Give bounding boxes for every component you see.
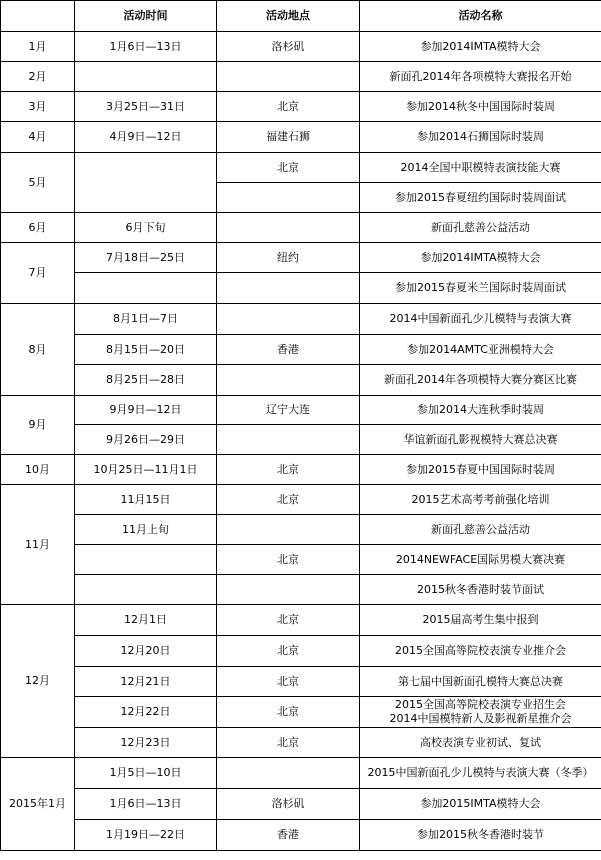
name-cell: 新面孔慈善公益活动 [360, 213, 601, 243]
time-cell: 9月9日—12日 [75, 396, 217, 425]
name-cell: 2015届高考生集中报到 [360, 605, 601, 636]
name-cell: 2014NEWFACE国际男模大赛决赛 [360, 545, 601, 575]
time-cell: 7月18日—25日 [75, 243, 217, 273]
time-cell: 4月9日—12日 [75, 122, 217, 153]
table-row [1, 605, 601, 636]
header-name: 活动名称 [360, 1, 601, 32]
table-row [1, 335, 601, 365]
place-cell: 辽宁大连 [217, 396, 360, 425]
header-month [1, 1, 75, 32]
month-cell: 11月 [1, 485, 75, 605]
month-cell: 2015年1月 [1, 758, 75, 851]
place-cell: 北京 [217, 545, 360, 575]
place-cell: 香港 [217, 335, 360, 365]
table-row [1, 396, 601, 425]
table-row [1, 425, 601, 455]
table-row [1, 728, 601, 758]
time-cell: 9月26日—29日 [75, 425, 217, 455]
table-row [1, 32, 601, 62]
place-cell: 香港 [217, 820, 360, 851]
time-cell: 12月23日 [75, 728, 217, 758]
place-cell: 北京 [217, 92, 360, 122]
time-cell: 8月15日—20日 [75, 335, 217, 365]
time-cell [75, 273, 217, 304]
name-cell [360, 697, 601, 728]
name-cell: 参加2015春夏中国国际时装周 [360, 455, 601, 485]
name-cell: 新面孔2014年各项模特大赛分赛区比赛 [360, 365, 601, 396]
place-cell: 北京 [217, 667, 360, 697]
name-cell: 2014全国中职模特表演技能大赛 [360, 153, 601, 183]
place-cell [217, 213, 360, 243]
place-cell: 福建石狮 [217, 122, 360, 153]
table-row [1, 455, 601, 485]
name-cell: 第七届中国新面孔模特大赛总决赛 [360, 667, 601, 697]
name-cell: 2014中国新面孔少儿模特与表演大赛 [360, 304, 601, 335]
place-cell: 北京 [217, 697, 360, 728]
time-cell: 1月6日—13日 [75, 789, 217, 820]
time-cell: 3月25日—31日 [75, 92, 217, 122]
time-cell: 12月20日 [75, 636, 217, 667]
time-cell: 1月6日—13日 [75, 32, 217, 62]
name-line-1: 2015全国高等院校表演专业招生会 [395, 698, 566, 711]
month-cell: 4月 [1, 122, 75, 153]
place-cell [217, 62, 360, 92]
name-cell: 参加2015春夏米兰国际时装周面试 [360, 273, 601, 304]
name-line-2: 2014中国模特新人及影视新星推介会 [389, 712, 572, 725]
place-cell [217, 758, 360, 789]
table-row [1, 122, 601, 153]
name-cell: 参加2014IMTA模特大会 [360, 32, 601, 62]
name-cell: 高校表演专业初试、复试 [360, 728, 601, 758]
table-row [1, 789, 601, 820]
place-cell [217, 365, 360, 396]
name-cell: 新面孔2014年各项模特大赛报名开始 [360, 62, 601, 92]
place-cell: 北京 [217, 728, 360, 758]
place-cell: 纽约 [217, 243, 360, 273]
time-cell [75, 575, 217, 605]
place-cell [217, 183, 360, 213]
table-row [1, 92, 601, 122]
time-cell: 10月25日—11月1日 [75, 455, 217, 485]
place-cell: 北京 [217, 485, 360, 515]
place-cell: 洛杉矶 [217, 32, 360, 62]
name-cell: 参加2014IMTA模特大会 [360, 243, 601, 273]
place-cell: 北京 [217, 605, 360, 636]
table-row [1, 485, 601, 515]
table-row [1, 667, 601, 697]
table-row [1, 545, 601, 575]
time-cell: 11月上旬 [75, 515, 217, 545]
table-row [1, 153, 601, 183]
name-cell: 参加2014大连秋季时装周 [360, 396, 601, 425]
time-cell [75, 545, 217, 575]
table-row [1, 243, 601, 273]
table-row [1, 697, 601, 728]
table-row [1, 820, 601, 851]
table-row [1, 575, 601, 605]
place-cell: 洛杉矶 [217, 789, 360, 820]
name-cell: 参加2015秋冬香港时装节 [360, 820, 601, 851]
month-cell: 6月 [1, 213, 75, 243]
month-cell: 5月 [1, 153, 75, 213]
table-row [1, 213, 601, 243]
place-cell [217, 273, 360, 304]
name-cell: 参加2015春夏纽约国际时装周面试 [360, 183, 601, 213]
place-cell [217, 575, 360, 605]
header-row [1, 1, 601, 32]
table-row [1, 365, 601, 396]
time-cell: 11月15日 [75, 485, 217, 515]
place-cell: 北京 [217, 153, 360, 183]
month-cell: 7月 [1, 243, 75, 304]
header-place: 活动地点 [217, 1, 360, 32]
time-cell: 12月21日 [75, 667, 217, 697]
name-cell: 参加2015IMTA模特大会 [360, 789, 601, 820]
time-cell: 1月5日—10日 [75, 758, 217, 789]
place-cell [217, 515, 360, 545]
place-cell: 北京 [217, 455, 360, 485]
month-cell: 1月 [1, 32, 75, 62]
month-cell: 8月 [1, 304, 75, 396]
time-cell: 8月25日—28日 [75, 365, 217, 396]
name-cell: 参加2014秋冬中国国际时装周 [360, 92, 601, 122]
table-row [1, 515, 601, 545]
place-cell [217, 425, 360, 455]
place-cell: 北京 [217, 636, 360, 667]
name-cell: 2015秋冬香港时装节面试 [360, 575, 601, 605]
time-cell: 12月22日 [75, 697, 217, 728]
month-cell: 3月 [1, 92, 75, 122]
time-cell: 12月1日 [75, 605, 217, 636]
month-cell: 2月 [1, 62, 75, 92]
month-cell: 10月 [1, 455, 75, 485]
time-cell: 8月1日—7日 [75, 304, 217, 335]
name-cell: 参加2014AMTC亚洲模特大会 [360, 335, 601, 365]
name-cell: 2015艺术高考考前强化培训 [360, 485, 601, 515]
table-row [1, 636, 601, 667]
table-row [1, 304, 601, 335]
name-cell: 华谊新面孔影视模特大赛总决赛 [360, 425, 601, 455]
name-cell: 新面孔慈善公益活动 [360, 515, 601, 545]
month-cell: 12月 [1, 605, 75, 758]
table-row [1, 758, 601, 789]
place-cell [217, 304, 360, 335]
name-cell: 2015全国高等院校表演专业推介会 [360, 636, 601, 667]
time-cell [75, 62, 217, 92]
header-time: 活动时间 [75, 1, 217, 32]
name-cell: 2015中国新面孔少儿模特与表演大赛（冬季） [360, 758, 601, 789]
time-cell [75, 153, 217, 213]
table-row [1, 273, 601, 304]
table-row [1, 62, 601, 92]
month-cell: 9月 [1, 396, 75, 455]
time-cell: 6月下旬 [75, 213, 217, 243]
time-cell: 1月19日—22日 [75, 820, 217, 851]
name-cell: 参加2014石狮国际时装周 [360, 122, 601, 153]
